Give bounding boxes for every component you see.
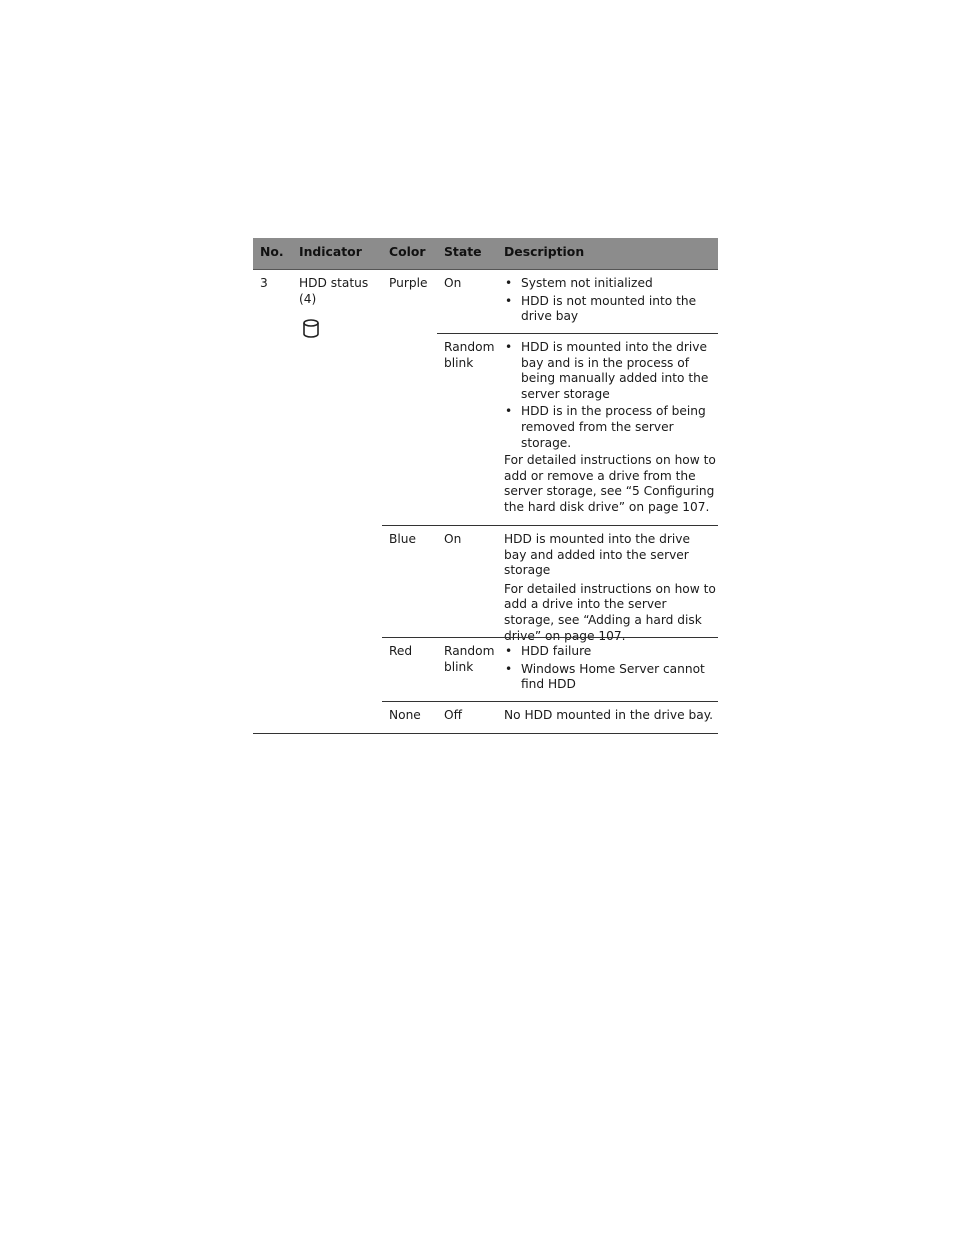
color-purple: Purple <box>389 276 428 290</box>
description-cell <box>504 340 716 519</box>
state-off: Off <box>444 708 462 722</box>
state-line: blink <box>444 659 474 674</box>
led-indicator-table <box>253 238 718 734</box>
header-description: Description <box>504 244 585 259</box>
row-divider <box>382 637 718 638</box>
row-number: 3 <box>260 276 268 290</box>
header-color: Color <box>389 244 426 259</box>
description-text: No HDD mounted in the drive bay. <box>504 708 714 722</box>
header-indicator: Indicator <box>299 244 362 259</box>
instruction-note: For detailed instructions on how to add a drive into the server storage, see “Adding a hard disk drive” on page 107. <box>504 581 716 643</box>
list-item: • Windows Home Server cannot find HDD <box>504 662 716 693</box>
bullet-list <box>504 276 716 325</box>
list-item: • HDD is in the process of being removed from the server storage. <box>504 404 716 451</box>
description-cell <box>504 644 716 695</box>
header-state: State <box>444 244 482 259</box>
color-blue: Blue <box>389 532 416 546</box>
row-divider <box>437 333 718 334</box>
bullet-list <box>504 644 716 693</box>
description-cell <box>504 532 716 647</box>
header-no: No. <box>260 244 284 259</box>
bullet-list <box>504 340 716 451</box>
table-header <box>253 238 718 270</box>
list-item: • HDD failure <box>504 644 716 660</box>
state-on: On <box>444 532 462 546</box>
row-divider <box>382 701 718 702</box>
list-item: • HDD is mounted into the drive bay and is in the process of being manually added into the server storage <box>504 340 716 402</box>
state-line: Random <box>444 644 495 658</box>
color-red: Red <box>389 644 413 658</box>
table-body <box>253 270 718 734</box>
state-on: On <box>444 276 462 290</box>
indicator-name-line2: (4) <box>299 291 317 306</box>
state-random-blink <box>444 644 494 675</box>
hdd-cylinder-icon <box>301 318 321 340</box>
state-line: blink <box>444 355 474 370</box>
indicator-name <box>299 276 379 307</box>
description-cell <box>504 276 716 327</box>
description-text: HDD is mounted into the drive bay and added into the server storage <box>504 532 691 578</box>
list-item: • HDD is not mounted into the drive bay <box>504 294 716 325</box>
state-random-blink <box>444 340 494 371</box>
indicator-name-line1: HDD status <box>299 276 369 290</box>
row-divider <box>382 525 718 526</box>
color-none: None <box>389 708 421 722</box>
state-line: Random <box>444 340 495 354</box>
list-item: • System not initialized <box>504 276 716 292</box>
instruction-note: For detailed instructions on how to add or remove a drive from the server storage, see “5 Configuring the hard disk drive” on page 107. <box>504 453 716 514</box>
